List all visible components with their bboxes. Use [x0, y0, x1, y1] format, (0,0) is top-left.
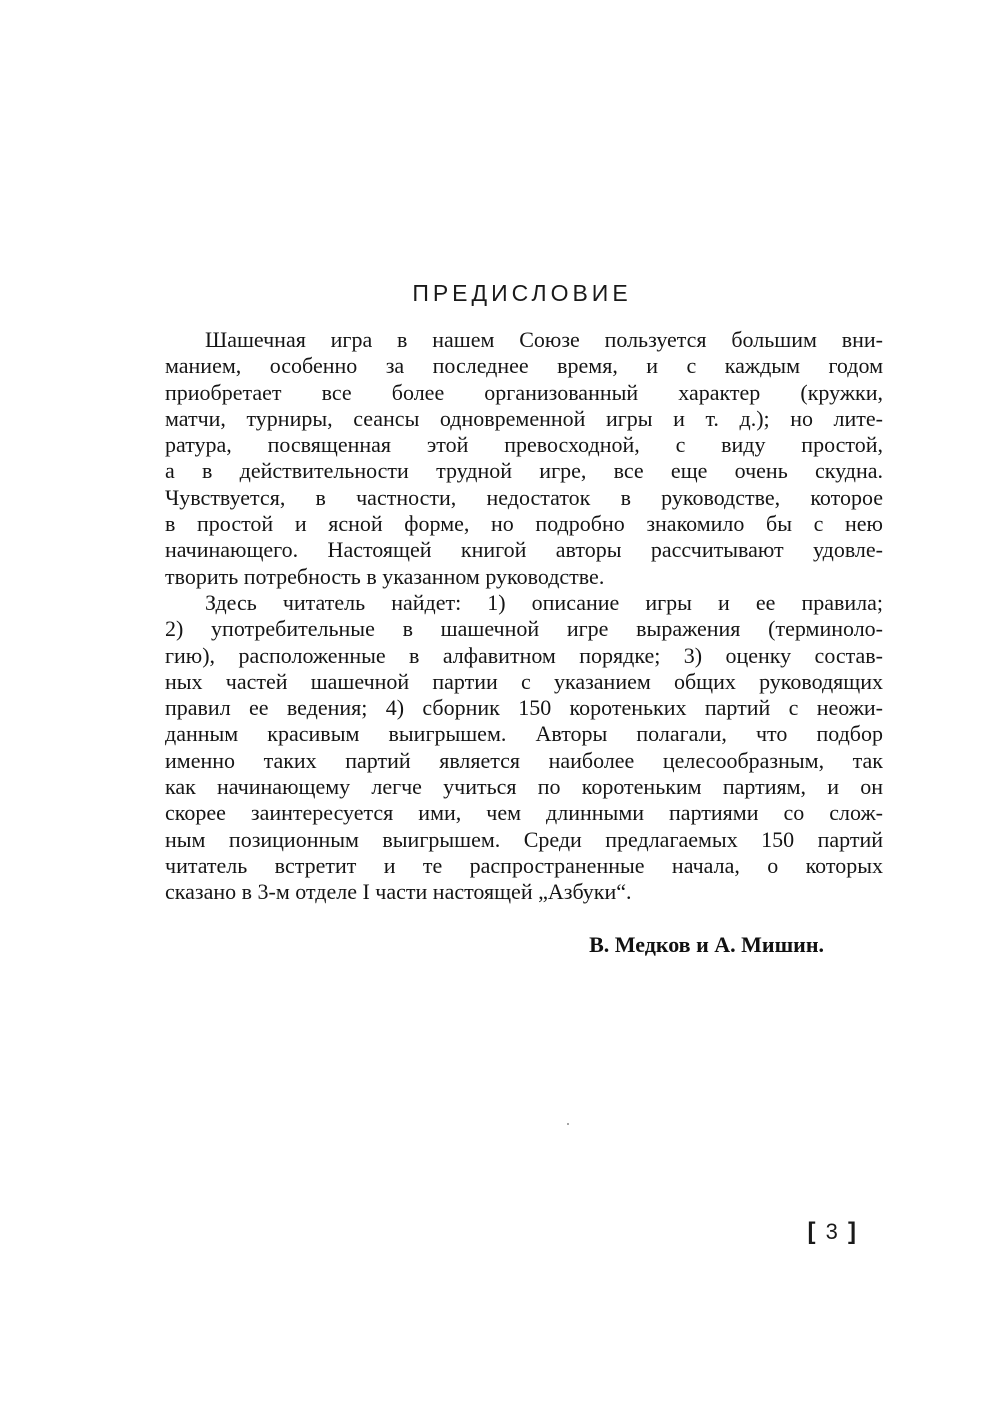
text-line: начинающего. Настоящей книгой авторы рассчитывают удовле- [165, 537, 883, 563]
text-line: гию), расположенные в алфавитном порядке; 3) оценку состав- [165, 642, 883, 668]
text-line: приобретает все более организованный характер (кружки, [165, 379, 883, 405]
text-line: именно таких партий является наиболее целесообразным, так [165, 747, 883, 773]
text-line: ратура, посвященная этой превосходной, с виду простой, [165, 432, 883, 458]
text-line: данным красивым выигрышем. Авторы полагали, что подбор [165, 721, 883, 747]
page-number-close-bracket: ] [848, 1218, 858, 1245]
page-number [808, 1218, 859, 1246]
text-line: как начинающему легче учиться по коротеньким партиям, и он [165, 774, 883, 800]
text-line: Шашечная игра в нашем Союзе пользуется большим вни- [205, 327, 883, 352]
text-line: 2) употребительные в шашечной игре выражения (терминоло- [165, 616, 883, 642]
page-number-value: 3 [825, 1219, 840, 1244]
page-number-open-bracket: [ [807, 1218, 818, 1245]
text-line: манием, особенно за последнее время, и с каждым годом [165, 353, 883, 379]
text-line: Чувствуется, в частности, недостаток в руководстве, которое [165, 484, 883, 510]
text-line: сказано в 3-м отделе I части настоящей „Азбуки“. [165, 879, 632, 905]
print-speck [567, 1123, 569, 1125]
page-title: ПРЕДИСЛОВИЕ [412, 280, 632, 306]
paragraph-2 [165, 590, 883, 906]
text-line: в простой и ясной форме, но подробно знакомило бы с нею [165, 511, 883, 537]
text-line: ным позиционным выигрышем. Среди предлагаемых 150 партий [165, 826, 883, 852]
author-signature: В. Медков и А. Мишин. [589, 932, 824, 957]
text-line: творить потребность в указанном руководстве. [165, 563, 605, 589]
text-line: Здесь читатель найдет: 1) описание игры и ее правила; [205, 590, 883, 615]
text-line: скорее заинтересуется ими, чем длинными партиями со слож- [165, 800, 883, 826]
text-line: ных частей шашечной партии с указанием общих руководящих [165, 668, 883, 694]
paragraph-1 [165, 327, 883, 590]
text-line: читатель встретит и те распространенные начала, о которых [165, 852, 883, 878]
text-line: а в действительности трудной игре, все еще очень скудна. [165, 458, 883, 484]
text-line: матчи, турниры, сеансы одновременной игры и т. д.); но лите- [165, 405, 883, 431]
text-line: правил ее ведения; 4) сборник 150 коротеньких партий с неожи- [165, 695, 883, 721]
